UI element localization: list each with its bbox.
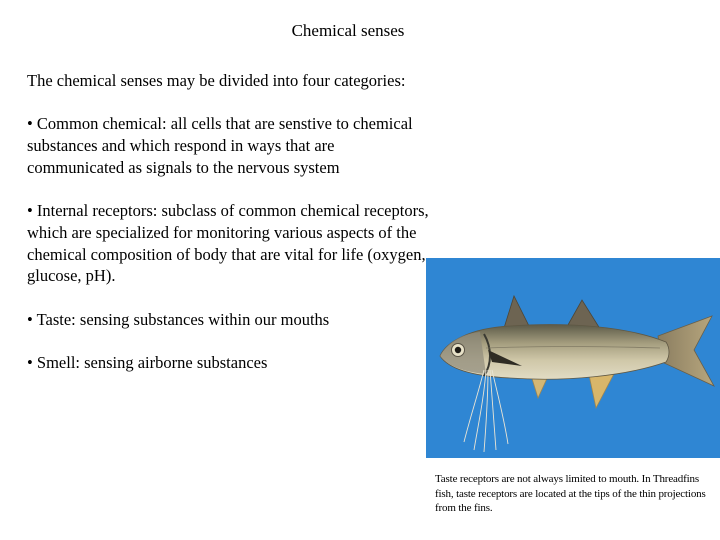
bullet-common-chemical: • Common chemical: all cells that are senstive to chemical substances and which respond in ways that are communicated as signals to the nervous system bbox=[27, 114, 413, 177]
threadfin-fish-photo bbox=[426, 258, 720, 458]
bullet-taste: • Taste: sensing substances within our mouths bbox=[27, 309, 330, 329]
bullet-smell: • Smell: sensing airborne substances bbox=[27, 353, 268, 373]
intro-paragraph: The chemical senses may be divided into four categories: bbox=[27, 71, 406, 90]
bullet-internal-receptors: • Internal receptors: subclass of common chemical receptors, which are specialized for monitoring various aspects of the chemical composition of body that are vital for life (oxygen, glucose, pH). bbox=[27, 201, 429, 286]
image-caption: Taste receptors are not always limited to mouth. In Threadfins fish, taste receptors are located at the tips of the thin projections from the fins. bbox=[435, 473, 706, 515]
body-text bbox=[27, 70, 432, 395]
slide-title: Chemical senses bbox=[291, 21, 405, 40]
